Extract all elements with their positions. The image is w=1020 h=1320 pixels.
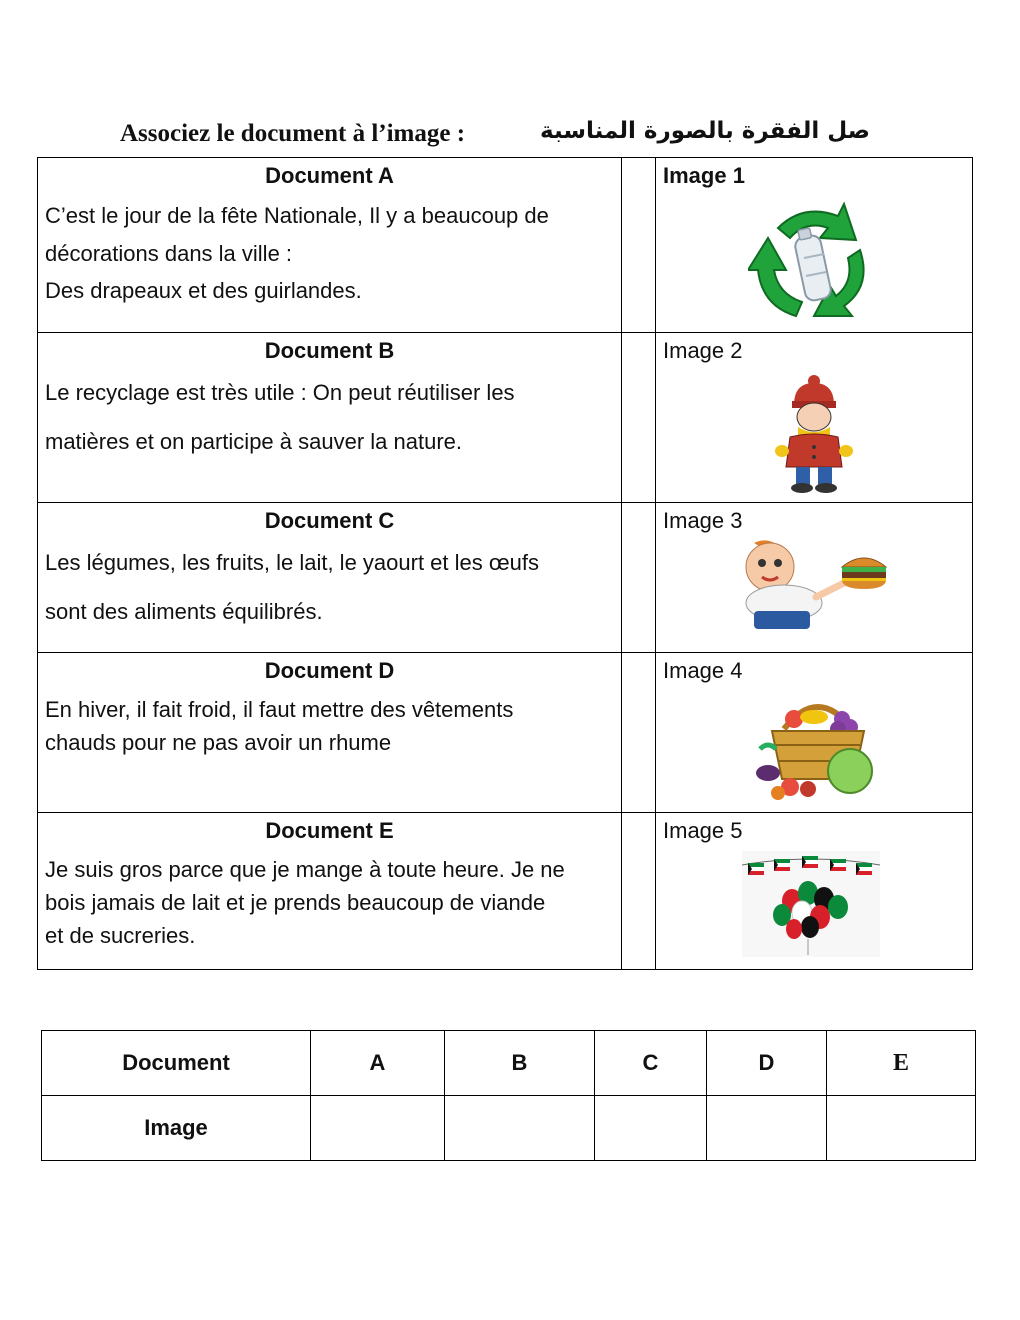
image-4-cell — [655, 652, 973, 813]
document-c-line: sont des aliments équilibrés. — [45, 599, 323, 624]
flags-balloons-icon — [742, 851, 880, 957]
image-1-label: Image 1 — [663, 163, 745, 188]
document-e-line: Je suis gros parce que je mange à toute heure. Je ne — [45, 857, 565, 882]
image-5-cell — [655, 812, 973, 970]
answer-cell-e[interactable] — [827, 1096, 976, 1161]
image-1-cell — [655, 157, 973, 333]
document-a-cell — [37, 157, 622, 333]
document-c-line: Les légumes, les fruits, le lait, le yaourt et les œufs — [45, 550, 539, 575]
document-d-cell — [37, 652, 622, 813]
answer-cell-c[interactable] — [595, 1096, 707, 1161]
boy-with-burger-icon — [732, 539, 892, 633]
image-2-label: Image 2 — [663, 338, 743, 363]
document-b-text — [45, 368, 613, 466]
answer-column-header: D — [707, 1031, 827, 1096]
document-e-line: et de sucreries. — [45, 923, 196, 948]
document-c-title: Document C — [264, 508, 395, 533]
spacer-cell — [621, 332, 656, 503]
document-a-title: Document A — [265, 163, 394, 188]
document-b-title: Document B — [264, 338, 395, 363]
spacer-cell — [621, 812, 656, 970]
document-a-line: décorations dans la ville : — [45, 240, 293, 266]
document-a-line: C’est le jour de la fête Nationale, Il y a beaucoup de — [45, 203, 549, 228]
document-e-cell — [37, 812, 622, 970]
spacer-cell — [621, 652, 656, 813]
document-e-line: bois jamais de lait et je prends beaucoup de viande — [45, 890, 546, 915]
answer-cell-a[interactable] — [311, 1096, 445, 1161]
document-b-line: Le recyclage est très utile : On peut réutiliser les — [45, 380, 515, 405]
document-b-line: matières et on participe à sauver la nature. — [45, 429, 463, 454]
document-c-cell — [37, 502, 622, 653]
spacer-cell — [621, 502, 656, 653]
recycle-bottle-icon — [748, 198, 878, 326]
image-3-cell — [655, 502, 973, 653]
document-a-line: Des drapeaux et des guirlandes. — [45, 278, 362, 303]
answer-cell-b[interactable] — [445, 1096, 595, 1161]
document-e-text — [45, 853, 613, 952]
document-c-text — [45, 538, 613, 636]
document-a-text — [45, 197, 613, 310]
document-d-line: chauds pour ne pas avoir un rhume — [45, 730, 392, 755]
answer-column-header: C — [595, 1031, 707, 1096]
winter-child-icon — [772, 375, 856, 493]
answer-row-header-image: Image — [42, 1096, 311, 1161]
answer-row-header-document: Document — [42, 1031, 311, 1096]
document-e-title: Document E — [265, 818, 394, 843]
page-title-arabic: صل الفقرة بالصورة المناسبة — [540, 118, 871, 144]
answer-table — [41, 1030, 976, 1161]
document-d-title: Document D — [264, 658, 395, 683]
spacer-cell — [621, 157, 656, 333]
fruit-basket-icon — [754, 689, 882, 803]
document-b-cell — [37, 332, 622, 503]
page-title: Associez le document à l’image : — [120, 120, 466, 147]
image-4-label: Image 4 — [663, 658, 743, 683]
document-d-line: En hiver, il fait froid, il faut mettre des vêtements — [45, 697, 514, 722]
answer-column-header: B — [445, 1031, 595, 1096]
answer-column-header: A — [311, 1031, 445, 1096]
image-3-label: Image 3 — [663, 508, 743, 533]
image-2-cell — [655, 332, 973, 503]
answer-cell-d[interactable] — [707, 1096, 827, 1161]
document-d-text — [45, 693, 613, 759]
image-5-label: Image 5 — [663, 818, 743, 843]
answer-column-header: E — [827, 1031, 976, 1096]
